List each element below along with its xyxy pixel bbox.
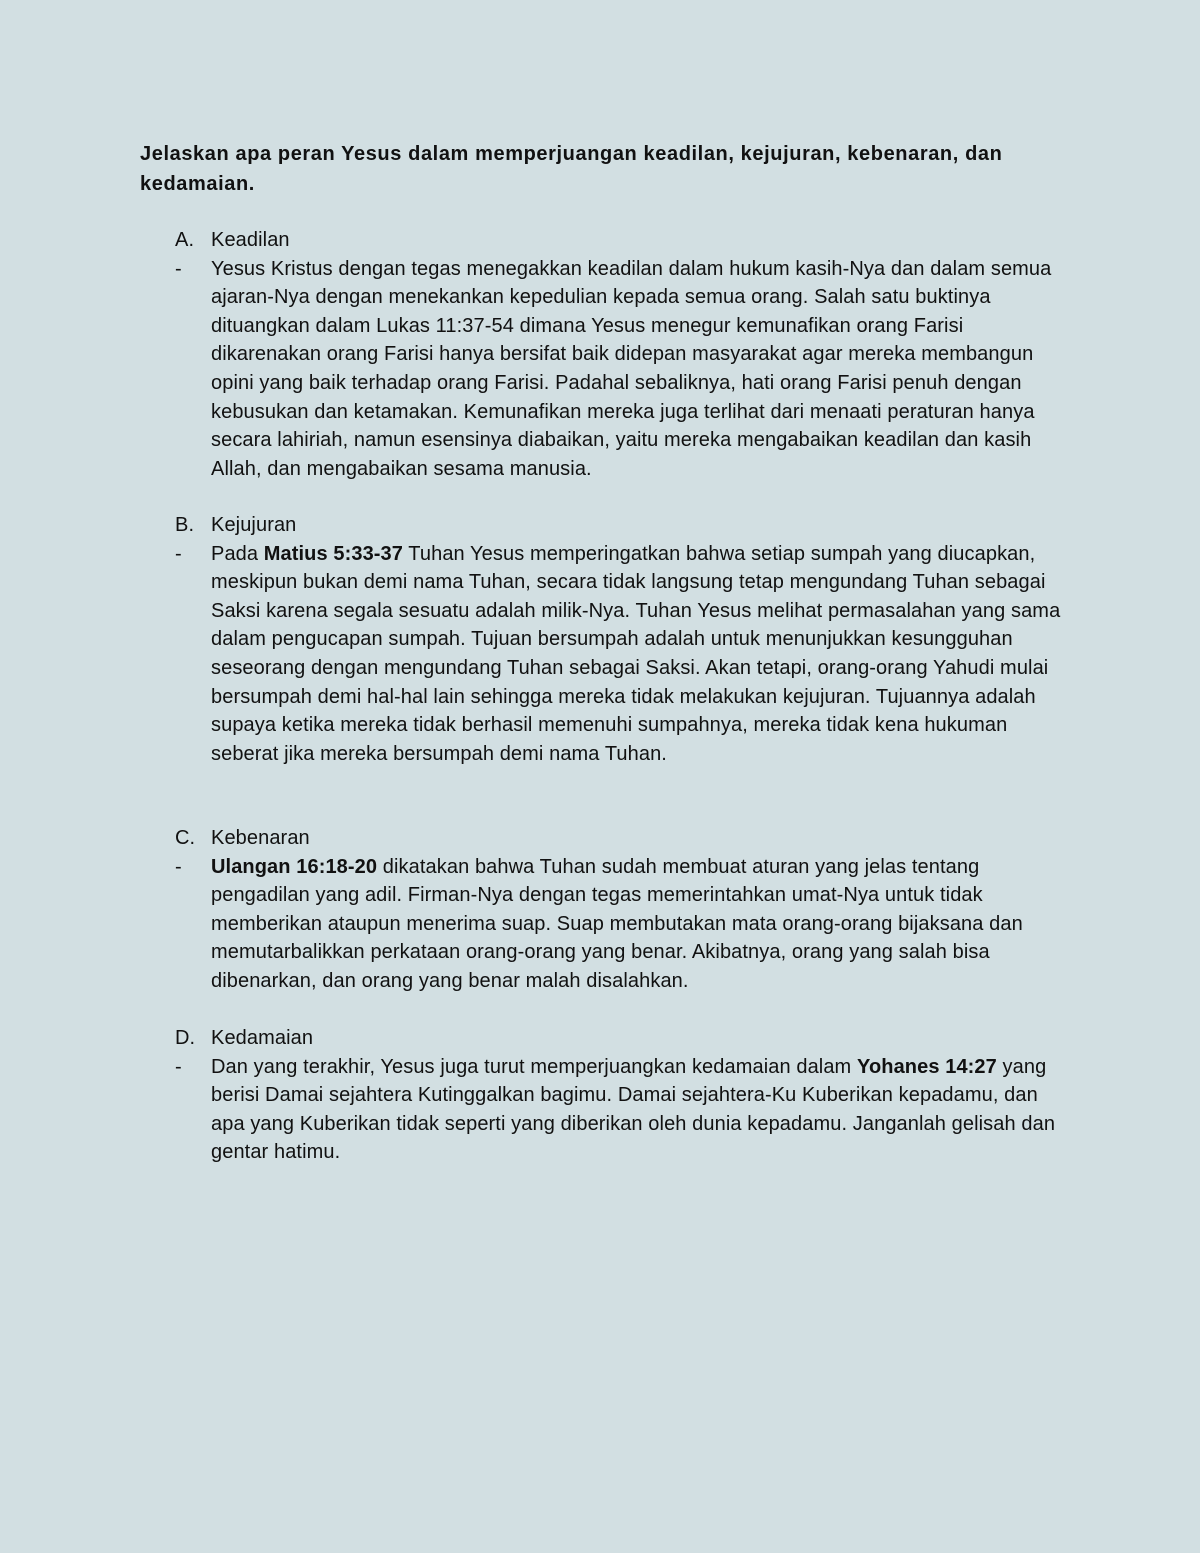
section-kejujuran (175, 511, 1075, 768)
text-before: Pada (211, 542, 264, 565)
dash-marker: - (175, 1055, 182, 1078)
bullet-item (175, 255, 1065, 484)
bullet-item (175, 1053, 1075, 1167)
section-title: Keadilan (211, 229, 290, 251)
bullet-text (211, 255, 1065, 484)
text-after: yang berisi Damai sejahtera Kutinggalkan bagimu. Damai sejahtera-Ku Kuberikan kepadamu, dan apa yang Kuberikan tidak seperti yang diberikan oleh dunia kepadamu. Janganlah gelisah dan gentar hatimu. (211, 1055, 1056, 1164)
dash-marker: - (175, 855, 182, 878)
dash-marker: - (175, 257, 182, 280)
section-heading (175, 511, 1075, 540)
section-kedamaian (175, 1024, 1075, 1167)
section-title: Kedamaian (211, 1027, 314, 1049)
dash-marker: - (175, 542, 182, 565)
scripture-reference: Matius 5:33-37 (263, 542, 403, 565)
bullet-text (211, 853, 1075, 996)
question-heading: Jelaskan apa peran Yesus dalam memperjuangan keadilan, kejujuran, kebenaran, dan kedamaian. (140, 143, 1003, 195)
section-letter: C. (175, 827, 196, 849)
section-keadilan (175, 226, 1065, 483)
bullet-text (211, 1053, 1075, 1167)
scripture-reference: Ulangan 16:18-20 (211, 855, 378, 878)
section-heading (175, 226, 1065, 255)
scripture-reference: Yohanes 14:27 (856, 1055, 997, 1078)
text-after: Tuhan Yesus memperingatkan bahwa setiap sumpah yang diucapkan, meskipun bukan demi nama Tuhan, secara tidak langsung tetap mengundang Tuhan sebagai Saksi karena segala sesuatu adalah milik-Nya. Tuhan Yesus melihat permasalahan yang sama dalam pengucapan sumpah. Tujuan bersumpah adalah untuk menunjukkan kesungguhan seseorang dengan mengundang Tuhan sebagai Saksi. Akan tetapi, orang-orang Yahudi mulai bersumpah demi hal-hal lain sehingga mereka tidak melakukan kejujuran. Tujuannya adalah supaya ketika mereka tidak berhasil memenuhi sumpahnya, mereka tidak kena hukuman seberat jika mereka bersumpah demi nama Tuhan. (211, 542, 1061, 765)
bullet-item (175, 540, 1075, 769)
section-letter: B. (175, 514, 195, 536)
text-before: Dan yang terakhir, Yesus juga turut memperjuangkan kedamaian dalam (211, 1055, 857, 1078)
bullet-text (211, 540, 1075, 769)
text-after: Yesus Kristus dengan tegas menegakkan keadilan dalam hukum kasih-Nya dan dalam semua ajaran-Nya dengan menekankan kepedulian kepada semua orang. Salah satu buktinya dituangkan dalam Lukas 11:37-54 dimana Yesus menegur kemunafikan orang Farisi dikarenakan orang Farisi hanya bersifat baik didepan masyarakat agar mereka membangun opini yang baik terhadap orang Farisi. Padahal sebaliknya, hati orang Farisi penuh dengan kebusukan dan ketamakan. Kemunafikan mereka juga terlihat dari menaati peraturan hanya secara lahiriah, namun esensinya diabaikan, yaitu mereka mengabaikan keadilan dan kasih Allah, dan mengabaikan sesama manusia. (211, 257, 1052, 480)
text-after: dikatakan bahwa Tuhan sudah membuat aturan yang jelas tentang pengadilan yang adil. Firman-Nya dengan tegas memerintahkan umat-Nya untuk tidak memberikan ataupun menerima suap. Suap membutakan mata orang-orang bijaksana dan memutarbalikkan perkataan orang-orang yang benar. Akibatnya, orang yang salah bisa dibenarkan, dan orang yang benar malah disalahkan. (211, 855, 1023, 992)
section-title: Kebenaran (211, 827, 310, 849)
section-title: Kejujuran (211, 514, 297, 536)
section-heading (175, 1024, 1075, 1053)
section-kebenaran (175, 824, 1075, 996)
section-letter: D. (175, 1027, 196, 1049)
section-heading (175, 824, 1075, 853)
section-letter: A. (175, 229, 195, 251)
bullet-item (175, 853, 1075, 996)
